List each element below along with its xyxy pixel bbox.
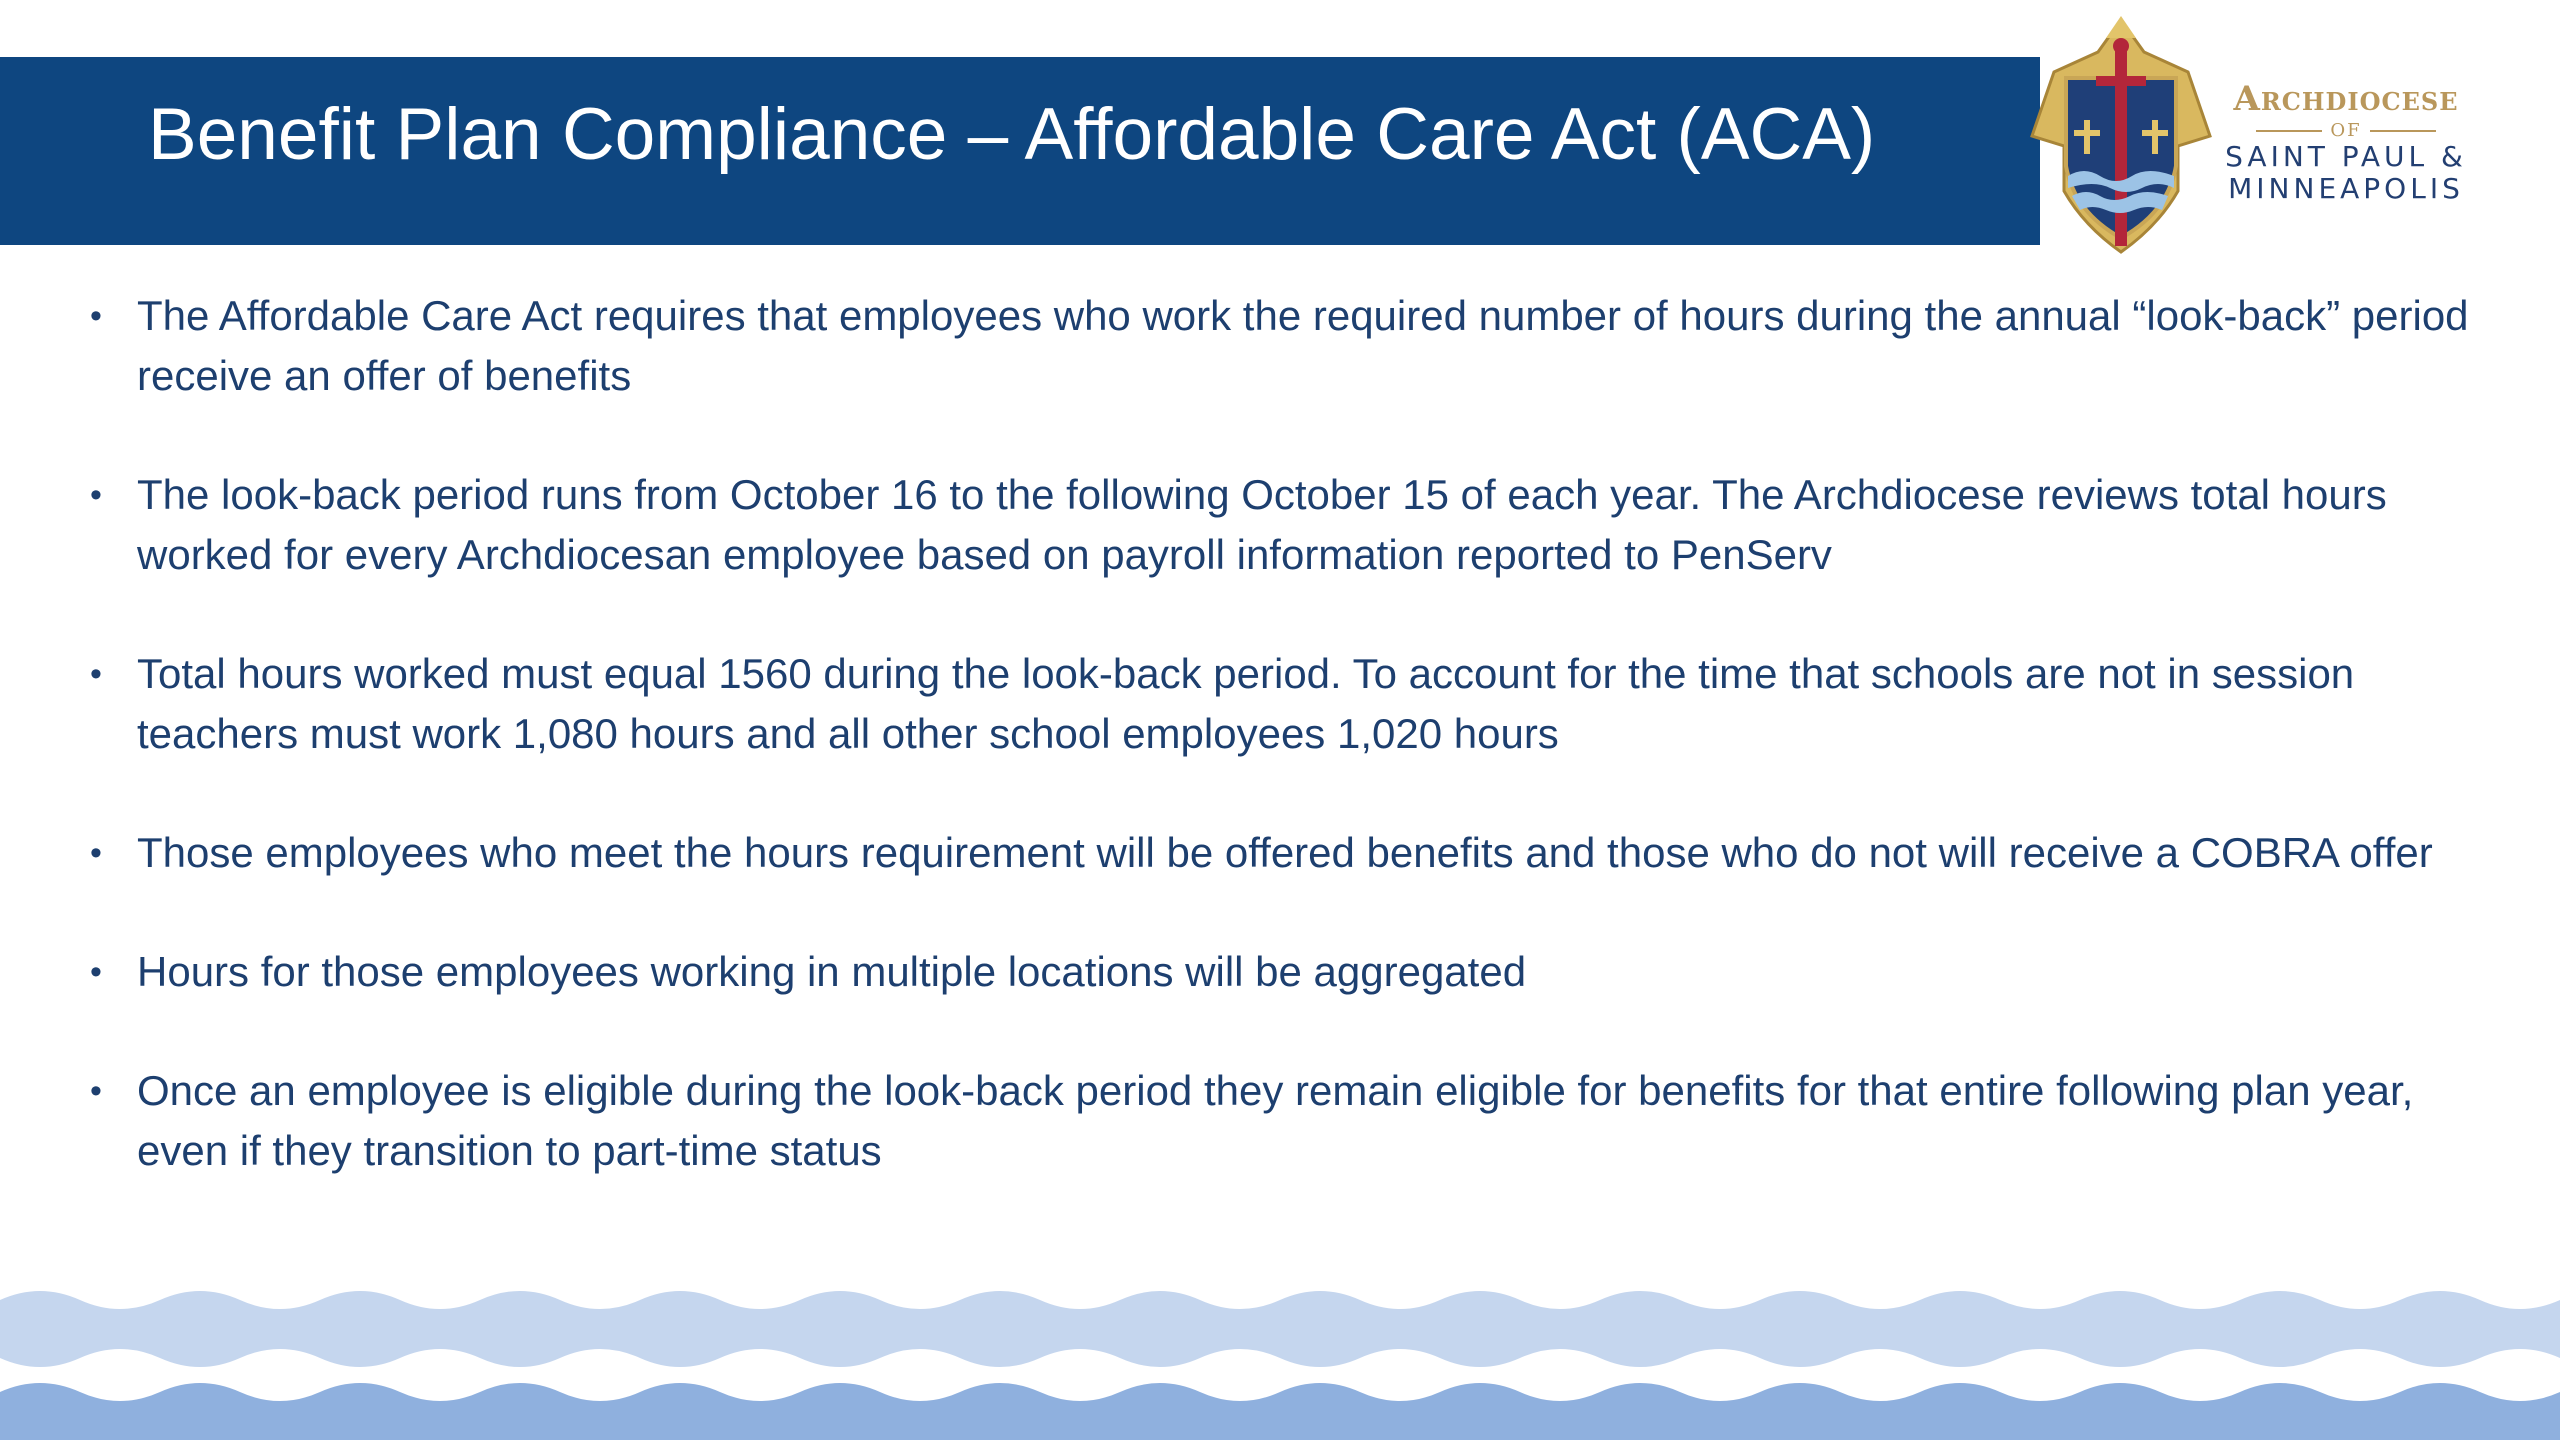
bullet-item (90, 942, 2490, 1002)
slide-title: Benefit Plan Compliance – Affordable Care Act (ACA) (148, 94, 1876, 175)
wave-light (0, 1291, 2560, 1367)
logo-wordmark (2216, 79, 2476, 206)
archdiocese-crest-icon (2028, 16, 2214, 256)
decorative-waves (0, 1280, 2560, 1440)
bullet-marker: • (90, 297, 102, 335)
logo-of-row (2216, 120, 2476, 141)
bullet-text: The Affordable Care Act requires that employees who work the required number of hours during the annual “look-back” period receive an offer of benefits (137, 292, 2469, 399)
bullet-item (90, 644, 2490, 764)
bullet-marker: • (90, 834, 102, 872)
bullet-marker: • (90, 953, 102, 991)
logo-line-minneapolis: MINNEAPOLIS (2228, 172, 2464, 206)
bullet-item (90, 823, 2490, 883)
wave-dark (0, 1383, 2560, 1440)
bullet-marker: • (90, 655, 102, 693)
bullet-text: Hours for those employees working in multiple locations will be aggregated (137, 948, 1527, 995)
bullet-marker: • (90, 476, 102, 514)
bullet-item (90, 1061, 2490, 1181)
logo-line-saint-paul: SAINT PAUL & (2225, 140, 2467, 173)
bullet-item (90, 465, 2490, 585)
bullet-text: Once an employee is eligible during the look-back period they remain eligible for benefits for that entire following plan year, even if they transition to part-time status (137, 1067, 2414, 1174)
bullet-list (90, 286, 2490, 1240)
logo-line-of: OF (2330, 120, 2362, 141)
bullet-text: Those employees who meet the hours requirement will be offered benefits and those who do not will receive a COBRA offer (137, 829, 2433, 876)
bullet-marker: • (90, 1072, 102, 1110)
logo-line-archdiocese: Archdiocese (2233, 79, 2459, 119)
logo-rule-right (2370, 130, 2436, 132)
bullet-text: The look-back period runs from October 16 to the following October 15 of each year. The Archdiocese reviews total hours worked for every Archdiocesan employee based on payroll information reported to PenServ (137, 471, 2387, 578)
bullet-item (90, 286, 2490, 406)
logo-rule-left (2256, 130, 2322, 132)
bullet-text: Total hours worked must equal 1560 during the look-back period. To account for the time that schools are not in session teachers must work 1,080 hours and all other school employees 1,020 hours (137, 650, 2355, 757)
